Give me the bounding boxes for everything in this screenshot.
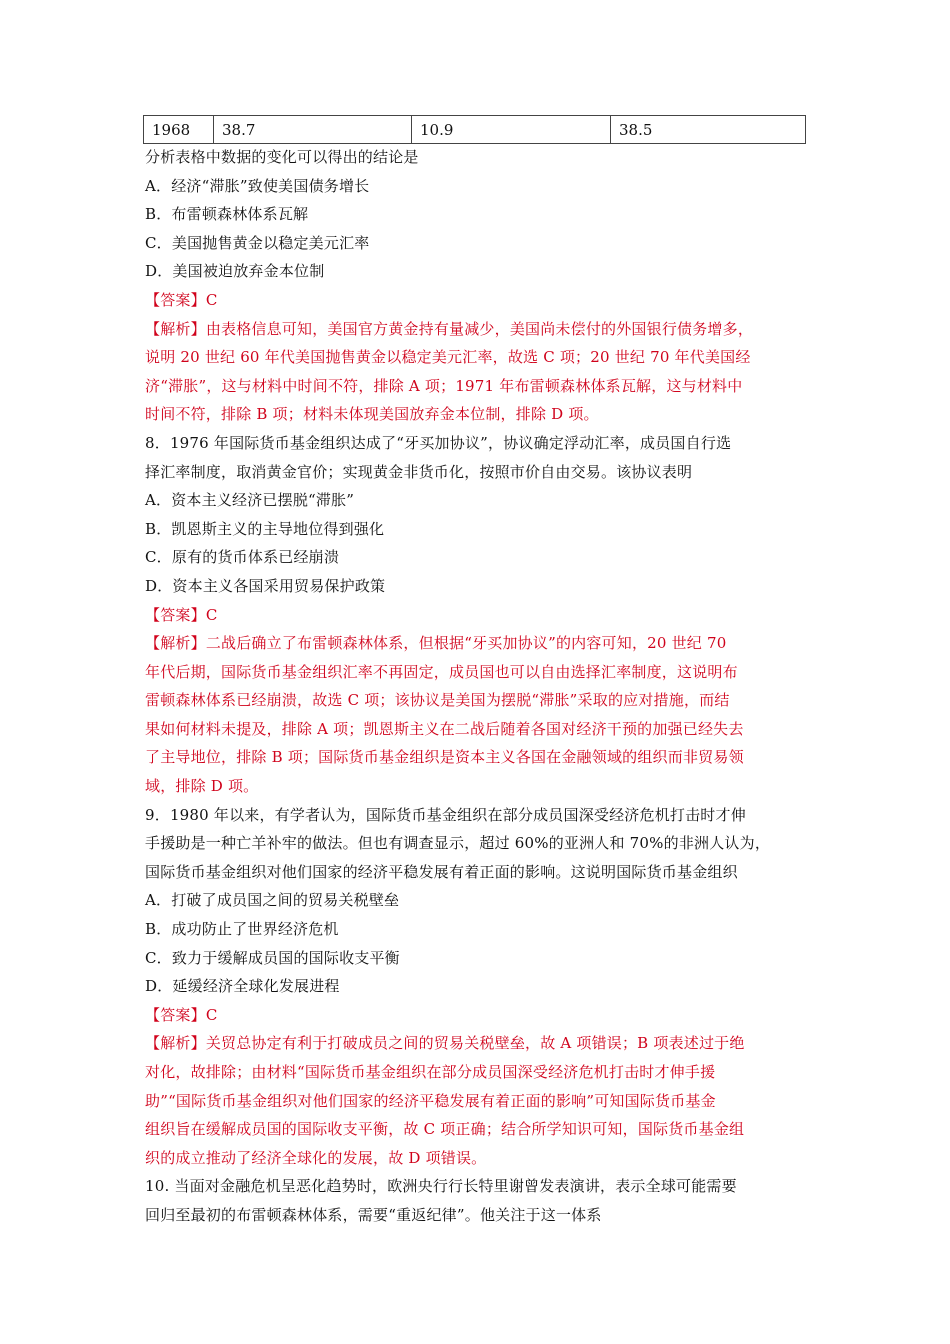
- question-stem: 择汇率制度，取消黄金官价；实现黄金非货币化，按照市价自由交易。该协议表明: [145, 462, 693, 481]
- answer-line: [145, 1001, 810, 1030]
- table-row: [144, 116, 806, 144]
- answer-value: C: [205, 605, 218, 624]
- question-8: [145, 429, 810, 801]
- analysis-label: 【解析】: [145, 1034, 206, 1053]
- table-cell-year: 1968: [144, 116, 214, 144]
- option-d: D．美国被迫放弃金本位制: [145, 262, 325, 281]
- analysis-line: 域，排除 D 项。: [145, 777, 259, 796]
- analysis-label: 【解析】: [145, 634, 206, 653]
- option-c: C．美国抛售黄金以稳定美元汇率: [145, 233, 370, 252]
- question-10: [145, 1172, 810, 1229]
- question-stem: 9．1980 年以来，有学者认为，国际货币基金组织在部分成员国深受经济危机打击时才伸: [145, 805, 746, 824]
- option-b: B．凯恩斯主义的主导地位得到强化: [145, 519, 385, 538]
- document-body: [145, 143, 810, 1230]
- analysis-line: 济“滞胀”，这与材料中时间不符，排除 A 项；1971 年布雷顿森林体系瓦解，这与材料中: [145, 376, 743, 395]
- option-a: A．打破了成员国之间的贸易关税壁垒: [145, 891, 400, 910]
- answer-label: 【答案】: [145, 605, 206, 624]
- question-stem: 10. 当面对金融危机呈恶化趋势时，欧洲央行行长特里谢曾发表演讲，表示全球可能需要: [145, 1177, 737, 1196]
- analysis-label: 【解析】: [145, 319, 206, 338]
- data-table: [143, 115, 806, 144]
- question-stem: 8．1976 年国际货币基金组织达成了“牙买加协议”，协议确定浮动汇率，成员国自行选: [145, 433, 732, 452]
- answer-line: [145, 286, 810, 315]
- analysis-line: 对化，故排除；由材料“国际货币基金组织在部分成员国深受经济危机打击时才伸手援: [145, 1063, 716, 1081]
- answer-label: 【答案】: [145, 290, 206, 309]
- analysis-line: 时间不符，排除 B 项；材料未体现美国放弃金本位制，排除 D 项。: [145, 405, 599, 424]
- question-stem: 国际货币基金组织对他们国家的经济平稳发展有着正面的影响。这说明国际货币基金组织: [145, 862, 738, 881]
- table-cell: 10.9: [412, 116, 611, 144]
- analysis-line: [145, 315, 810, 344]
- analysis-line: 说明 20 世纪 60 年代美国抛售黄金以稳定美元汇率，故选 C 项；20 世纪 70 年代美国经: [145, 348, 751, 367]
- analysis-line: 助”“国际货币基金组织对他们国家的经济平稳发展有着正面的影响”可知国际货币基金: [145, 1091, 716, 1110]
- analysis-line: 年代后期，国际货币基金组织汇率不再固定，成员国也可以自由选择汇率制度，这说明布: [145, 662, 738, 681]
- answer-value: C: [205, 290, 218, 309]
- option-b: B．布雷顿森林体系瓦解: [145, 205, 309, 224]
- option-c: C．原有的货币体系已经崩溃: [145, 548, 340, 567]
- question-stem: 分析表格中数据的变化可以得出的结论是: [145, 148, 419, 166]
- analysis-text: 关贸总协定有利于打破成员之间的贸易关税壁垒，故 A 项错误；B 项表述过于绝: [205, 1034, 745, 1053]
- answer-line: [145, 601, 810, 630]
- analysis-line: 织的成立推动了经济全球化的发展，故 D 项错误。: [145, 1148, 487, 1167]
- analysis-text: 二战后确立了布雷顿森林体系，但根据“牙买加协议”的内容可知，20 世纪 70: [205, 634, 727, 653]
- analysis-line: 雷顿森林体系已经崩溃，故选 C 项；该协议是美国为摆脱“滞胀”采取的应对措施，而结: [145, 691, 730, 710]
- question-7: [145, 143, 810, 429]
- table-cell: 38.5: [611, 116, 806, 144]
- option-d: D．延缓经济全球化发展进程: [145, 977, 340, 996]
- question-9: [145, 801, 810, 1173]
- option-b: B．成功防止了世界经济危机: [145, 920, 339, 939]
- option-a: A．资本主义经济已摆脱“滞胀”: [145, 491, 355, 510]
- option-a: A．经济“滞胀”致使美国债务增长: [145, 176, 370, 195]
- analysis-line: 了主导地位，排除 B 项；国际货币基金组织是资本主义各国在金融领域的组织而非贸易领: [145, 748, 744, 767]
- analysis-line: 组织旨在缓解成员国的国际收支平衡，故 C 项正确；结合所学知识可知，国际货币基金组: [145, 1120, 745, 1139]
- option-c: C．致力于缓解成员国的国际收支平衡: [145, 948, 400, 967]
- analysis-line: [145, 629, 810, 658]
- table-cell: 38.7: [214, 116, 412, 144]
- question-stem: 回归至最初的布雷顿森林体系，需要“重返纪律”。他关注于这一体系: [145, 1205, 602, 1224]
- analysis-line: [145, 1029, 810, 1058]
- analysis-text: 由表格信息可知，美国官方黄金持有量减少，美国尚未偿付的外国银行债务增多，: [205, 319, 754, 338]
- answer-label: 【答案】: [145, 1005, 206, 1024]
- answer-value: C: [205, 1005, 218, 1024]
- question-stem: 手援助是一种亡羊补牢的做法。但也有调查显示，超过 60%的亚洲人和 70%的非洲人认为，: [145, 834, 771, 853]
- analysis-line: 果如何材料未提及，排除 A 项；凯恩斯主义在二战后随着各国对经济干预的加强已经失去: [145, 719, 744, 738]
- option-d: D．资本主义各国采用贸易保护政策: [145, 576, 386, 595]
